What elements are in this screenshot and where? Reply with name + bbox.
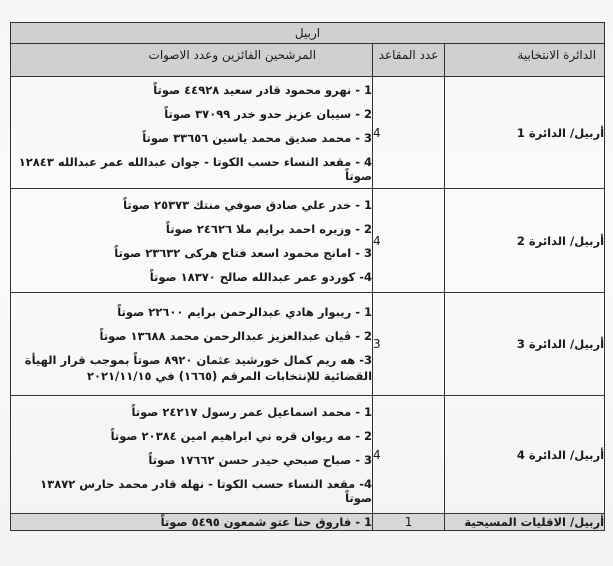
candidate-item: 3 - صباح صبحي حيدر حسن ١٧٦٦٢ صوتاً [148,452,373,467]
winners-cell [11,293,373,396]
candidate-item: 4 - مقعد النساء حسب الكوتا - جوان عبدالله عمر عبدالله ١٢٨٤٣ صوتاً [18,154,373,183]
seats-cell: 4 [373,189,445,293]
election-results-table [10,22,605,531]
candidate-item: 2 - وزيره احمد برايم ملا ٢٤٦٢٦ صوتاً [165,221,373,236]
candidate-list [11,78,372,188]
seats-cell: 3 [373,293,445,396]
district-cell: أربيل/ الدائرة 4 [445,396,605,514]
table-row-district-4 [11,396,605,514]
winners-cell [11,396,373,514]
district-cell: أربيل/ الاقليات المسيحية [445,514,605,531]
table-row-christian-minority [11,514,605,531]
table-title-row [11,23,605,44]
district-cell: أربيل/ الدائرة 2 [445,189,605,293]
candidate-item: 1 - محمد اسماعيل عمر رسول ٢٤٢١٧ صوتاً [131,404,373,419]
header-seats: عدد المقاعد [373,44,445,77]
candidate-list [11,514,372,530]
candidate-item: 3 - امانج محمود اسعد فتاح هركى ٢٣٦٣٢ صوتاً [114,245,373,260]
header-winners: المرشحين الفائزين وعدد الاصوات [11,44,373,77]
header-row [11,44,605,77]
header-district: الدائرة الانتخابية [445,44,605,77]
candidate-item: 2 - سيبان عزيز حدو خدر ٣٧٠٩٩ صوتاً [164,106,373,121]
winners-cell [11,77,373,189]
district-cell: أربيل/ الدائرة 3 [445,293,605,396]
candidate-item: 3 - محمد صديق محمد ياسين ٣٣٦٥٦ صوتاً [142,130,373,145]
candidate-item: 1 - نهرو محمود قادر سعيد ٤٤٩٢٨ صوتاً [153,82,373,97]
winners-cell [11,514,373,531]
candidate-item: 1 - ريبوار هادي عبدالرحمن برايم ٢٢٦٠٠ صوتاً [117,305,373,319]
candidate-item: 1 - خدر علي صادق صوفي منتك ٢٥٣٧٣ صوتاً [123,197,373,212]
seats-cell: 4 [373,77,445,189]
candidate-list [11,400,372,510]
candidate-item: 2 - مه ريوان قره ني ابراهيم امين ٢٠٣٨٤ صوتاً [110,428,373,443]
candidate-list [11,193,372,289]
table-title: اربيل [11,23,605,44]
seats-cell: 4 [373,396,445,514]
table-row-district-2 [11,189,605,293]
seats-cell: 1 [373,514,445,531]
candidate-list [11,300,372,388]
table-row-district-1 [11,77,605,189]
district-cell: أربيل/ الدائرة 1 [445,77,605,189]
table-row-district-3 [11,293,605,396]
candidate-item: 4- مقعد النساء حسب الكوتا - نهله قادر محمد حارس ١٣٨٧٢ صوتاً [40,476,373,505]
candidate-item: 2 - ڤيان عبدالعزيز عبدالرحمن محمد ١٣٦٨٨ صوتاً [99,329,373,343]
winners-cell [11,189,373,293]
candidate-item: 3- هه ريم كمال خورشيد عثمان ٨٩٢٠ صوتاً بموجب قرار الهيأة القضائية للإنتخابات المرقم (١٦٦٥) في ٢٠٢١/١١/١٥ [24,353,373,383]
candidate-item: 1 - فاروق حنا عتو شمعون ٥٤٩٥ صوتاً [160,515,373,529]
candidate-item: 4- كوردو عمر عبدالله صالح ١٨٣٧٠ صوتاً [149,269,373,284]
